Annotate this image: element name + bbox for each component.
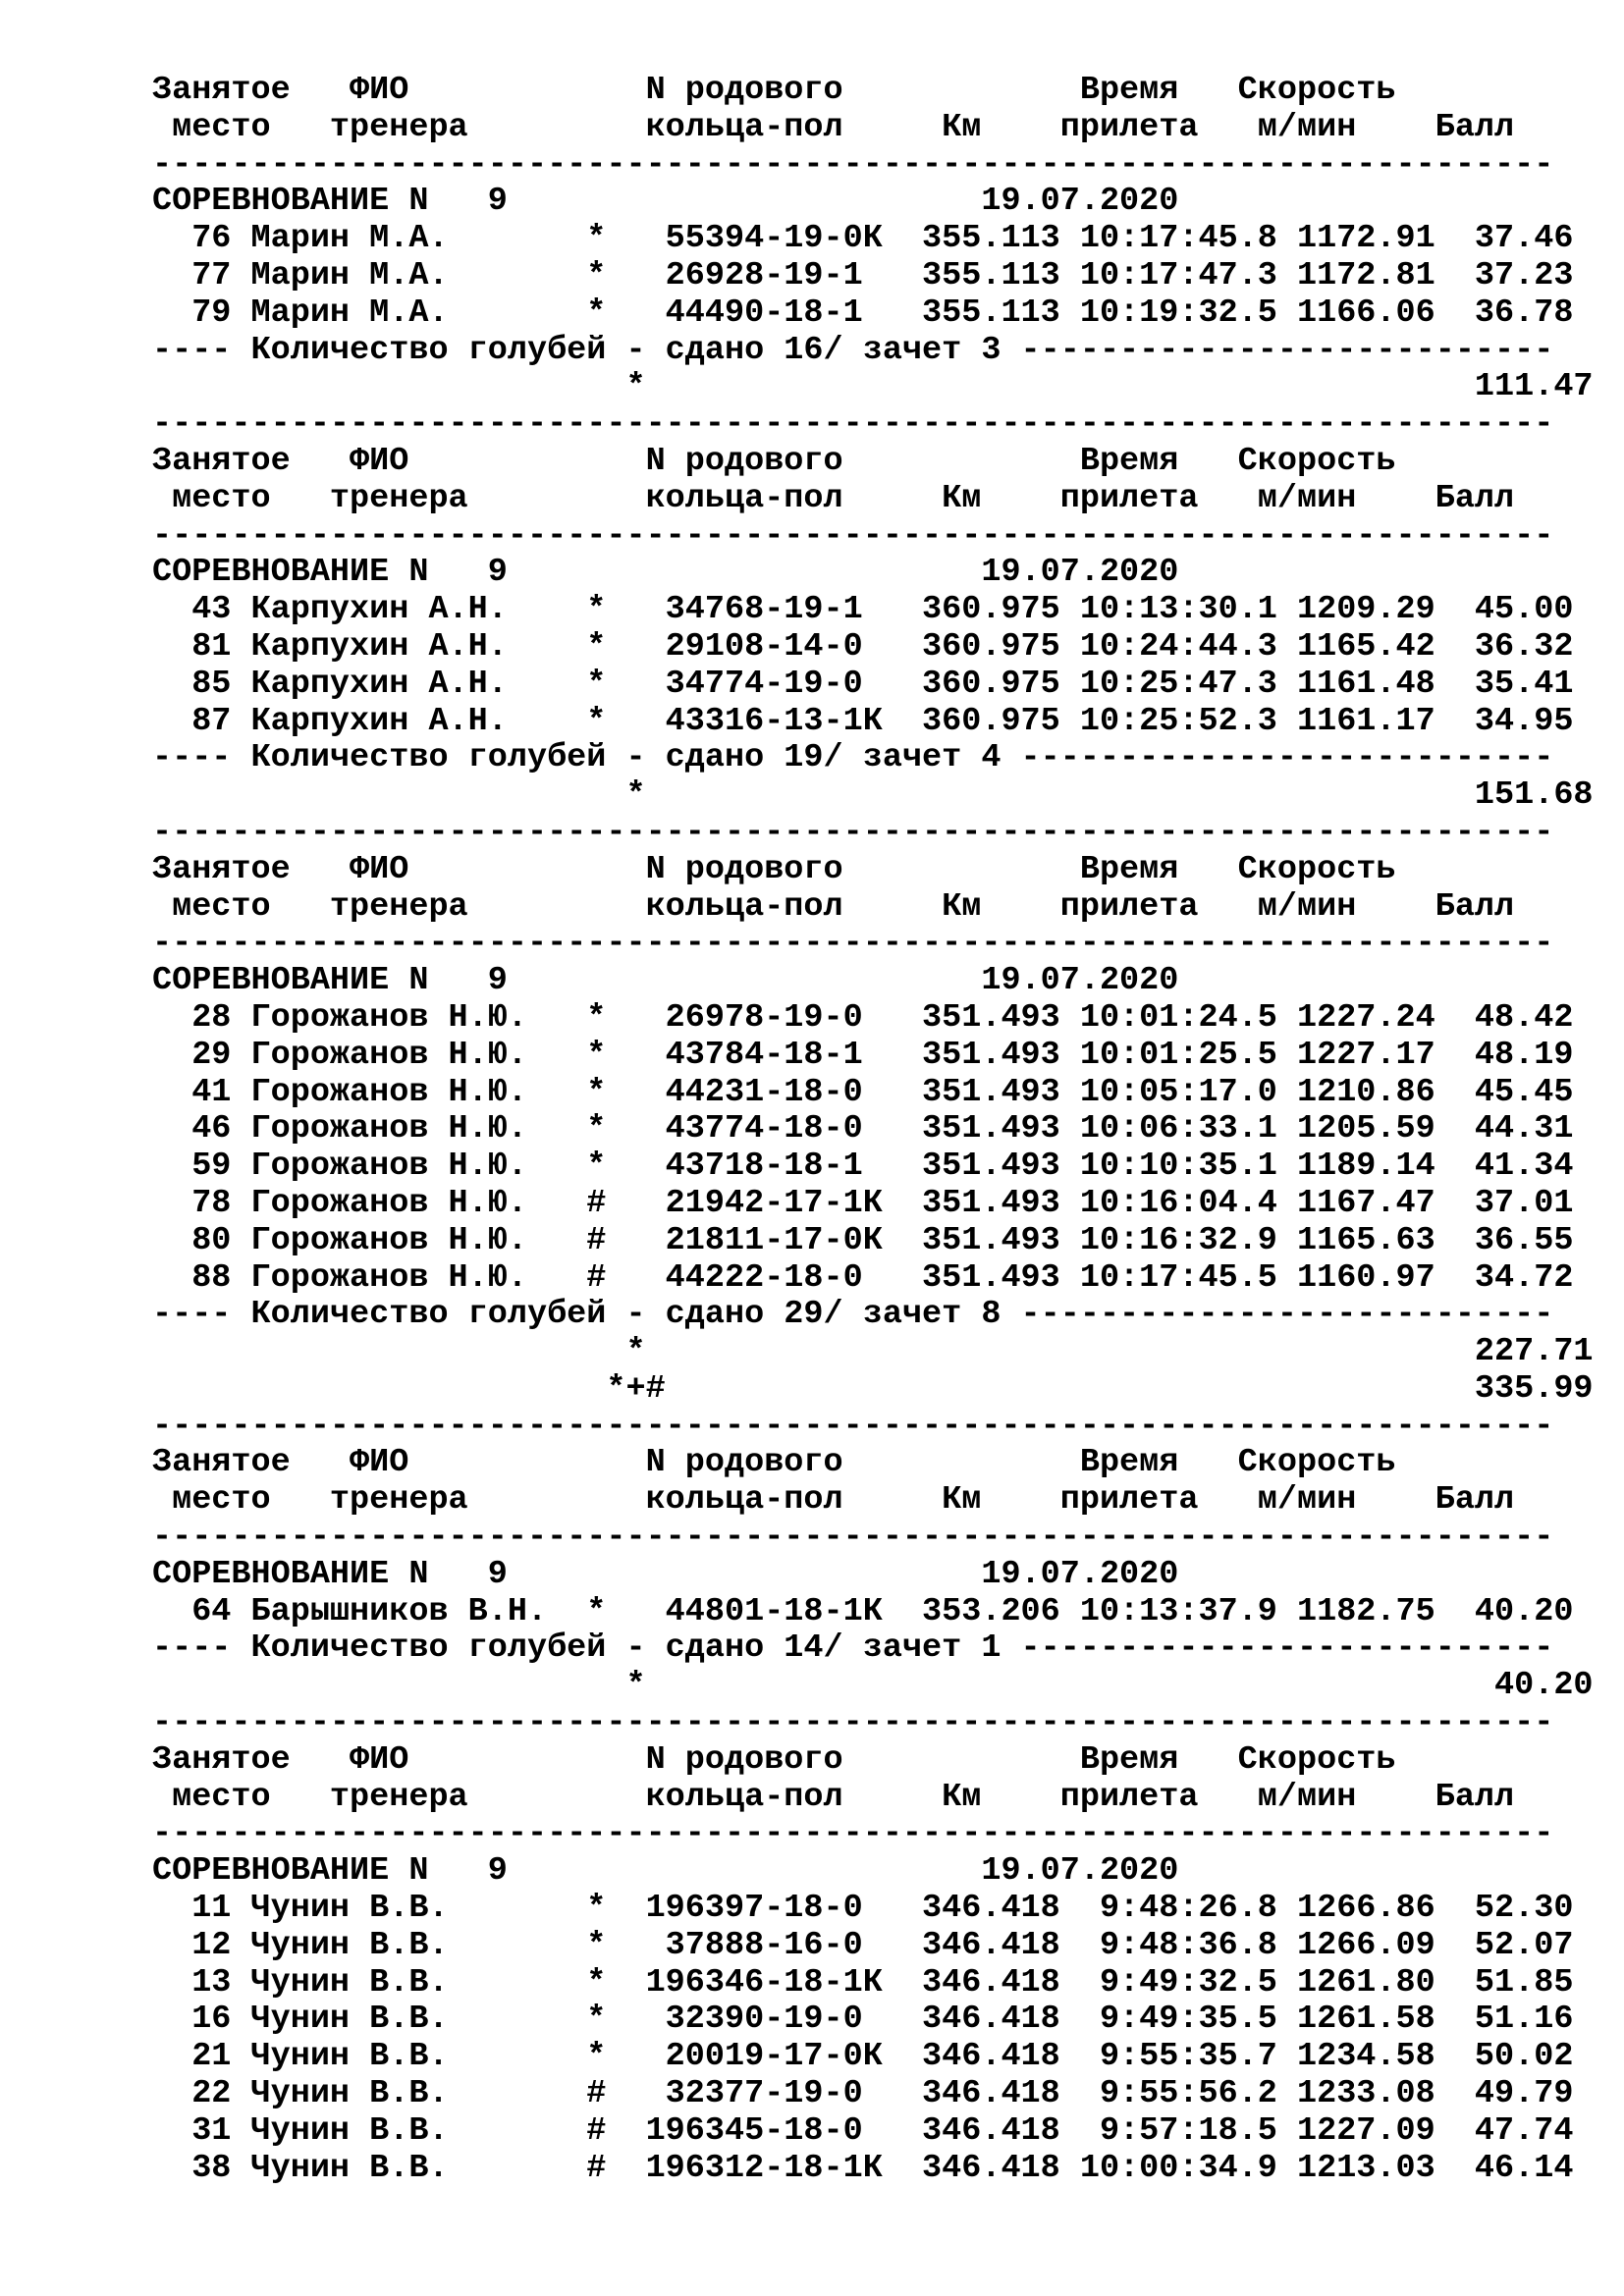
separator-line: ----------------------------------------------------------------------- [152, 1519, 1554, 1557]
result-row: 16 Чунин В.В. * 32390-19-0 346.418 9:49:35.5 1261.58 51.16 [152, 2001, 1574, 2039]
result-row: 11 Чунин В.В. * 196397-18-0 346.418 9:48:26.8 1266.86 52.30 [152, 1890, 1574, 1928]
summary-line: ---- Количество голубей - сдано 19/ зачет 4 --------------------------- [152, 739, 1554, 777]
result-row: 59 Горожанов Н.Ю. * 43718-18-1 351.493 10:10:35.1 1189.14 41.34 [152, 1148, 1574, 1186]
result-row: 77 Марин М.А. * 26928-19-1 355.113 10:17:47.3 1172.81 37.23 [152, 256, 1574, 294]
result-row: 29 Горожанов Н.Ю. * 43784-18-1 351.493 10:01:25.5 1227.17 48.19 [152, 1036, 1574, 1074]
result-row: 64 Барышников В.Н. * 44801-18-1К 353.206 10:13:37.9 1182.75 40.20 [152, 1592, 1574, 1630]
result-row: 22 Чунин В.В. # 32377-19-0 346.418 9:55:56.2 1233.08 49.79 [152, 2075, 1574, 2113]
separator-line: ----------------------------------------------------------------------- [152, 813, 1554, 851]
summary-line: ---- Количество голубей - сдано 14/ зачет 1 --------------------------- [152, 1629, 1554, 1668]
competition-header-line: СОРЕВНОВАНИЕ N 9 19.07.2020 [152, 962, 1179, 1000]
total-line: *+# 335.99 [152, 1369, 1594, 1408]
separator-line: ----------------------------------------------------------------------- [152, 405, 1554, 444]
result-row: 78 Горожанов Н.Ю. # 21942-17-1К 351.493 10:16:04.4 1167.47 37.01 [152, 1184, 1574, 1222]
result-row: 76 Марин М.А. * 55394-19-0К 355.113 10:17:45.8 1172.91 37.46 [152, 220, 1574, 258]
result-row: 85 Карпухин А.Н. * 34774-19-0 360.975 10:25:47.3 1161.48 35.41 [152, 665, 1574, 703]
result-row: 21 Чунин В.В. * 20019-17-0К 346.418 9:55:35.7 1234.58 50.02 [152, 2038, 1574, 2076]
separator-line: ----------------------------------------------------------------------- [152, 1704, 1554, 1742]
result-row: 12 Чунин В.В. * 37888-16-0 346.418 9:48:36.8 1266.09 52.07 [152, 1926, 1574, 1964]
separator-line: ----------------------------------------------------------------------- [152, 516, 1554, 555]
result-row: 81 Карпухин А.Н. * 29108-14-0 360.975 10:24:44.3 1165.42 36.32 [152, 627, 1574, 666]
column-header-line: место тренера кольца-пол Км прилета м/мин Балл [152, 479, 1515, 517]
competition-header-line: СОРЕВНОВАНИЕ N 9 19.07.2020 [152, 554, 1179, 592]
column-header-line: Занятое ФИО N родового Время Скорость [152, 442, 1396, 480]
competition-header-line: СОРЕВНОВАНИЕ N 9 19.07.2020 [152, 183, 1179, 221]
total-line: * 111.47 [152, 368, 1594, 406]
column-header-line: Занятое ФИО N родового Время Скорость [152, 1444, 1396, 1482]
result-row: 43 Карпухин А.Н. * 34768-19-1 360.975 10:13:30.1 1209.29 45.00 [152, 591, 1574, 629]
column-header-line: место тренера кольца-пол Км прилета м/мин Балл [152, 108, 1515, 146]
result-row: 41 Горожанов Н.Ю. * 44231-18-0 351.493 10:05:17.0 1210.86 45.45 [152, 1073, 1574, 1111]
competition-header-line: СОРЕВНОВАНИЕ N 9 19.07.2020 [152, 1555, 1179, 1593]
summary-line: ---- Количество голубей - сдано 29/ зачет 8 --------------------------- [152, 1296, 1554, 1334]
separator-line: ----------------------------------------------------------------------- [152, 145, 1554, 184]
column-header-line: место тренера кольца-пол Км прилета м/мин Балл [152, 887, 1515, 926]
result-row: 38 Чунин В.В. # 196312-18-1К 346.418 10:00:34.9 1213.03 46.14 [152, 2149, 1574, 2187]
competition-header-line: СОРЕВНОВАНИЕ N 9 19.07.2020 [152, 1852, 1179, 1891]
total-line: * 151.68 [152, 776, 1594, 815]
column-header-line: Занятое ФИО N родового Время Скорость [152, 72, 1396, 109]
result-row: 79 Марин М.А. * 44490-18-1 355.113 10:19:32.5 1166.06 36.78 [152, 294, 1574, 332]
result-row: 31 Чунин В.В. # 196345-18-0 346.418 9:57:18.5 1227.09 47.74 [152, 2111, 1574, 2150]
results-printout [152, 72, 1594, 2187]
total-line: * 227.71 [152, 1333, 1594, 1371]
summary-line: ---- Количество голубей - сдано 16/ зачет 3 --------------------------- [152, 331, 1554, 369]
separator-line: ----------------------------------------------------------------------- [152, 925, 1554, 963]
result-row: 87 Карпухин А.Н. * 43316-13-1К 360.975 10:25:52.3 1161.17 34.95 [152, 702, 1574, 740]
result-row: 80 Горожанов Н.Ю. # 21811-17-0К 351.493 10:16:32.9 1165.63 36.55 [152, 1221, 1574, 1259]
result-row: 28 Горожанов Н.Ю. * 26978-19-0 351.493 10:01:24.5 1227.24 48.42 [152, 998, 1574, 1037]
column-header-line: Занятое ФИО N родового Время Скорость [152, 1740, 1396, 1779]
column-header-line: Занятое ФИО N родового Время Скорость [152, 850, 1396, 888]
column-header-line: место тренера кольца-пол Км прилета м/мин Балл [152, 1778, 1515, 1816]
result-row: 13 Чунин В.В. * 196346-18-1К 346.418 9:49:32.5 1261.80 51.85 [152, 1963, 1574, 2002]
separator-line: ----------------------------------------------------------------------- [152, 1815, 1554, 1853]
separator-line: ----------------------------------------------------------------------- [152, 1407, 1554, 1445]
result-row: 46 Горожанов Н.Ю. * 43774-18-0 351.493 10:06:33.1 1205.59 44.31 [152, 1110, 1574, 1148]
result-row: 88 Горожанов Н.Ю. # 44222-18-0 351.493 10:17:45.5 1160.97 34.72 [152, 1258, 1574, 1297]
total-line: * 40.20 [152, 1667, 1594, 1705]
column-header-line: место тренера кольца-пол Км прилета м/мин Балл [152, 1481, 1515, 1520]
